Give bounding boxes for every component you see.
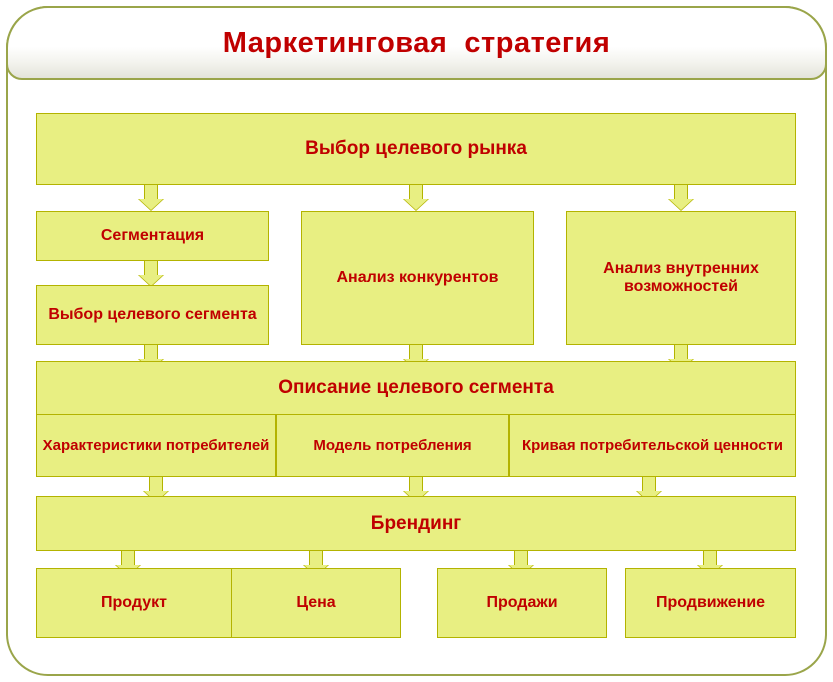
arrow-down-icon: [138, 185, 164, 211]
node-internal-analysis[interactable]: Анализ внутренних возможностей: [566, 211, 796, 345]
node-price[interactable]: Цена: [231, 568, 401, 638]
segment-attributes-row: [36, 414, 796, 477]
node-segment-description[interactable]: Описание целевого сегмента: [36, 361, 796, 414]
title-banner: [6, 6, 827, 80]
arrow-down-icon: [668, 185, 694, 211]
node-sales[interactable]: Продажи: [437, 568, 607, 638]
node-branding[interactable]: Брендинг: [36, 496, 796, 551]
page-title: Маркетинговая стратегия: [222, 26, 611, 59]
node-promotion[interactable]: Продвижение: [625, 568, 796, 638]
node-target-segment[interactable]: Выбор целевого сегмента: [36, 285, 269, 345]
cell-value-curve[interactable]: Кривая потребительской ценности: [509, 414, 796, 477]
node-product[interactable]: Продукт: [36, 568, 232, 638]
arrow-down-icon: [138, 261, 164, 287]
node-competitor-analysis[interactable]: Анализ конкурентов: [301, 211, 534, 345]
cell-consumer-characteristics[interactable]: Характеристики потребителей: [36, 414, 276, 477]
arrow-down-icon: [403, 185, 429, 211]
cell-consumption-model[interactable]: Модель потребления: [276, 414, 509, 477]
node-segmentation[interactable]: Сегментация: [36, 211, 269, 261]
node-target-market[interactable]: Выбор целевого рынка: [36, 113, 796, 185]
